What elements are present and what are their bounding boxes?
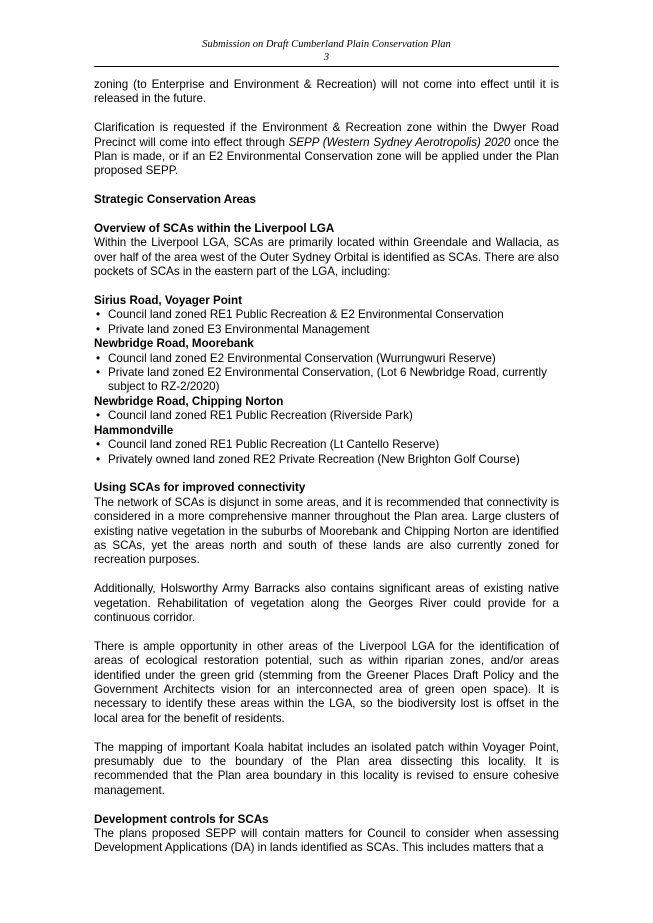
paragraph-connectivity-2: Additionally, Holsworthy Army Barracks also contains significant areas of existing native vegetation. Rehabilitation of vegetation along the Georges River could provide for a continuous corridor.: [94, 582, 559, 624]
header-divider: [94, 66, 559, 67]
paragraph-overview: Within the Liverpool LGA, SCAs are primarily located within Greendale and Wallacia, as over half of the area west of the Outer Sydney Orbital is identified as SCAs. There are also pockets of SCAs in the eastern part of the LGA, including:: [94, 236, 559, 279]
spacer: [94, 568, 559, 582]
spacer: [94, 208, 559, 222]
location-items: [94, 352, 559, 395]
location-list: [94, 294, 559, 467]
clarification-text-start: Clarification is requested if the Environment & Recreation zone within the Dwyer Road Precinct will come into effect through: [94, 121, 559, 149]
spacer: [94, 179, 559, 193]
paragraph-connectivity-1: The network of SCAs is disjunct in some areas, and it is recommended that connectivity is considered in a more comprehensive manner throughout the Plan area. Large clusters of existing native vegetation in the suburbs of Moorebank and Chipping Norton are identified as SCAs, yet the areas north and south of these lands are also currently zoned for recreation purposes.: [94, 495, 559, 567]
list-item: • Council land zoned E2 Environmental Conservation (Wurrungwuri Reserve): [94, 352, 559, 366]
controls-heading: Development controls for SCAs: [94, 812, 269, 826]
location-heading: Sirius Road, Voyager Point: [94, 294, 242, 308]
paragraph-connectivity-4: The mapping of important Koala habitat includes an isolated patch within Voyager Point, presumably due to the boundary of the Plan area dissecting this locality. It is recommended that the Plan area boundary in this locality is revised to ensure cohesive management.: [94, 740, 559, 797]
location-items: [94, 438, 559, 467]
document-title: Submission on Draft Cumberland Plain Conservation Plan: [202, 39, 451, 50]
list-item: • Privately owned land zoned RE2 Private Recreation (New Brighton Golf Course): [94, 453, 559, 467]
location-heading: Newbridge Road, Chipping Norton: [94, 394, 284, 408]
list-item: • Council land zoned RE1 Public Recreation (Lt Cantello Reserve): [94, 438, 559, 452]
connectivity-heading: Using SCAs for improved connectivity: [94, 481, 306, 495]
location-heading: Newbridge Road, Moorebank: [94, 337, 254, 351]
location-items: [94, 308, 559, 337]
list-item: • Private land zoned E2 Environmental Conservation, (Lot 6 Newbridge Road, currently subject to RZ-2/2020): [94, 366, 559, 395]
paragraph-zoning: zoning (to Enterprise and Environment & Recreation) will not come into effect until it is released in the future.: [94, 78, 559, 106]
list-item: • Council land zoned RE1 Public Recreation (Riverside Park): [94, 409, 559, 423]
page-number: 3: [323, 52, 330, 63]
list-item: • Council land zoned RE1 Public Recreation & E2 Environmental Conservation: [94, 308, 559, 322]
spacer: [94, 798, 559, 812]
list-item: • Private land zoned E3 Environmental Management: [94, 323, 559, 337]
spacer: [94, 467, 559, 481]
spacer: [94, 726, 559, 740]
paragraph-connectivity-3: There is ample opportunity in other areas of the Liverpool LGA for the identification of areas of ecological restoration potential, such as within riparian zones, and/or areas identified under the green grid (stemming from the Greener Places Draft Policy and the Government Architects vision for an interconnected area of green open space). It is necessary to identify these areas within the LGA, so the biodiversity lost is offset in the local area for the benefit of residents.: [94, 639, 559, 725]
spacer: [94, 625, 559, 639]
spacer: [94, 280, 559, 294]
section-heading: Strategic Conservation Areas: [94, 193, 256, 207]
paragraph-controls: The plans proposed SEPP will contain matters for Council to consider when assessing Development Applications (DA) in lands identified as SCAs. This includes matters that a: [94, 826, 559, 855]
overview-heading: Overview of SCAs within the Liverpool LGA: [94, 222, 335, 236]
spacer: [94, 107, 559, 121]
location-heading: Hammondville: [94, 423, 174, 437]
page-header: [0, 38, 653, 64]
page-body: [94, 78, 559, 856]
clarification-text-end: once the Plan is made, or if an E2 Environmental Conservation zone will be applied under the Plan proposed SEPP.: [94, 135, 559, 178]
sepp-title: SEPP (Western Sydney Aerotropolis) 2020: [288, 135, 511, 149]
location-items: [94, 409, 559, 423]
paragraph-clarification: [94, 121, 559, 179]
